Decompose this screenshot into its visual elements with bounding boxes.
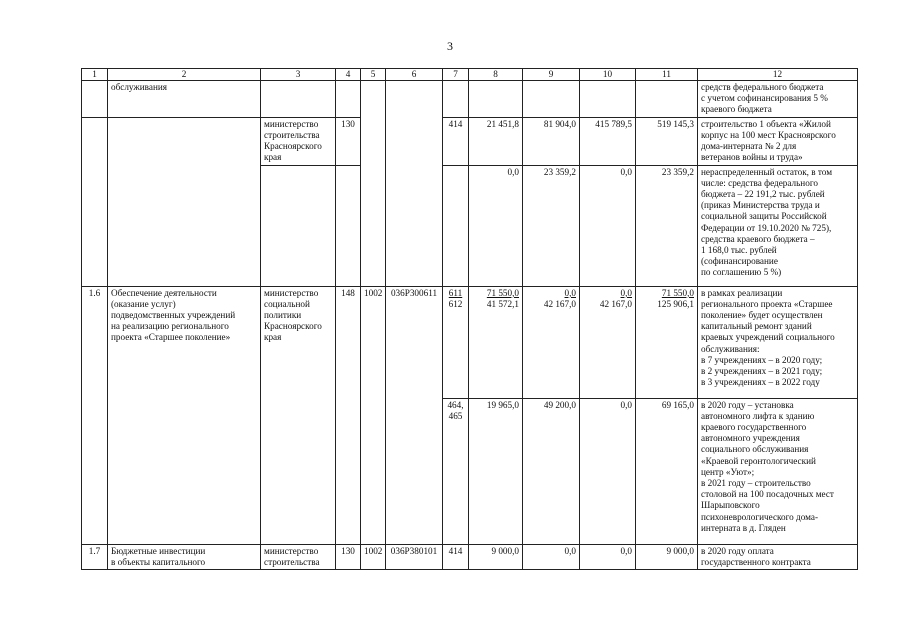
cell-note: строительство 1 объекта «Жилой корпус на 100 мест Красноярского дома-интерната № 2 для ветеранов войны и труда» bbox=[698, 117, 858, 165]
cell-empty bbox=[361, 81, 386, 287]
cell-empty bbox=[580, 81, 636, 118]
table-row bbox=[82, 81, 858, 118]
page-number: 3 bbox=[447, 39, 453, 53]
cell-item-number: 1.7 bbox=[82, 544, 108, 569]
cell-code: 464, 465 bbox=[443, 398, 469, 544]
cell-amount: 23 359,2 bbox=[523, 165, 580, 286]
cell-amount: 19 965,0 bbox=[469, 398, 523, 544]
cell-amount: 415 789,5 bbox=[580, 117, 636, 165]
column-header: 7 bbox=[443, 69, 469, 81]
cell-note: средств федерального бюджета с учетом софинансирования 5 % краевого бюджета bbox=[698, 81, 858, 118]
column-header: 11 bbox=[636, 69, 698, 81]
column-number-row bbox=[82, 69, 858, 81]
cell-code: 414 bbox=[443, 117, 469, 165]
cell-note: в 2020 году оплата государственного контракта bbox=[698, 544, 858, 569]
cell-amount: 21 451,8 bbox=[469, 117, 523, 165]
cell-empty bbox=[261, 81, 336, 118]
cell-code: 1002 bbox=[361, 544, 386, 569]
column-header: 5 bbox=[361, 69, 386, 81]
cell-amount: 0,0 bbox=[469, 165, 523, 286]
cell-empty bbox=[636, 81, 698, 118]
table-row bbox=[82, 544, 858, 569]
cell-code: 414 bbox=[443, 544, 469, 569]
cell-code: 148 bbox=[336, 286, 361, 544]
cell-amount: 81 904,0 bbox=[523, 117, 580, 165]
cell-empty bbox=[336, 81, 361, 118]
cell-amount: 9 000,0 bbox=[636, 544, 698, 569]
table-row bbox=[82, 117, 858, 165]
cell-empty bbox=[443, 165, 469, 286]
column-header: 1 bbox=[82, 69, 108, 81]
cell-code: 130 bbox=[336, 544, 361, 569]
cell-empty bbox=[469, 81, 523, 118]
cell-amount: 0,0 bbox=[580, 544, 636, 569]
cell-note: нераспределенный остаток, в том числе: средства федерального бюджета – 22 191,2 тыс. рублей (приказ Министерства труда и социальной защиты Российской Федерации от 19.10.2020 № 725), средства краевого бюджета – 1 168,0 тыс. рублей (софинансирование по соглашению 5 %) bbox=[698, 165, 858, 286]
cell-ministry: министерство строительства bbox=[261, 544, 336, 569]
cell-empty bbox=[336, 165, 361, 286]
cell-code: 1002 bbox=[361, 286, 386, 544]
column-header: 8 bbox=[469, 69, 523, 81]
cell-amount: 69 165,0 bbox=[636, 398, 698, 544]
cell-empty bbox=[443, 81, 469, 118]
budget-table bbox=[81, 68, 858, 570]
cell-amount: 0,0 42 167,0 bbox=[580, 286, 636, 398]
cell-ministry: министерство строительства Красноярского края bbox=[261, 117, 336, 165]
column-header: 3 bbox=[261, 69, 336, 81]
column-header: 4 bbox=[336, 69, 361, 81]
cell-code: 611 612 bbox=[443, 286, 469, 398]
cell-amount: 9 000,0 bbox=[469, 544, 523, 569]
cell-note: в 2020 году – установка автономного лифта к зданию краевого государственного автономного учреждения социального обслуживания «Краевой геронтологический центр «Уют»; в 2021 году – строительство столовой на 100 посадочных мест Шарыповского психоневрологического дома- интерната в д. Гляден bbox=[698, 398, 858, 544]
cell-amount: 71 550,0 41 572,1 bbox=[469, 286, 523, 398]
column-header: 10 bbox=[580, 69, 636, 81]
cell-amount: 0,0 bbox=[523, 544, 580, 569]
cell-note: в рамках реализации регионального проекта «Старшее поколение» будет осуществлен капитальный ремонт зданий краевых учреждений социального обслуживания: в 7 учреждениях – в 2020 году; в 2 учреждениях – в 2021 году; в 3 учреждениях – в 2022 году bbox=[698, 286, 858, 398]
cell-description: обслуживания bbox=[108, 81, 261, 118]
cell-empty bbox=[108, 117, 261, 286]
column-header: 12 bbox=[698, 69, 858, 81]
cell-amount: 49 200,0 bbox=[523, 398, 580, 544]
table-row bbox=[82, 286, 858, 398]
column-header: 9 bbox=[523, 69, 580, 81]
cell-code: 130 bbox=[336, 117, 361, 165]
cell-description: Бюджетные инвестиции в объекты капитального bbox=[108, 544, 261, 569]
cell-code: 036P300611 bbox=[386, 286, 443, 544]
cell-empty bbox=[261, 165, 336, 286]
cell-ministry: министерство социальной политики Красноярского края bbox=[261, 286, 336, 544]
cell-empty bbox=[523, 81, 580, 118]
cell-empty bbox=[82, 117, 108, 286]
column-header: 6 bbox=[386, 69, 443, 81]
cell-amount: 519 145,3 bbox=[636, 117, 698, 165]
cell-amount: 0,0 bbox=[580, 398, 636, 544]
cell-amount: 0,0 42 167,0 bbox=[523, 286, 580, 398]
column-header: 2 bbox=[108, 69, 261, 81]
cell-amount: 23 359,2 bbox=[636, 165, 698, 286]
cell-empty bbox=[386, 81, 443, 287]
cell-code: 036P380101 bbox=[386, 544, 443, 569]
cell-item-number: 1.6 bbox=[82, 286, 108, 544]
cell-description: Обеспечение деятельности (оказание услуг) подведомственных учреждений на реализацию регионального проекта «Старшее поколение» bbox=[108, 286, 261, 544]
cell-empty bbox=[82, 81, 108, 118]
cell-amount: 71 550,0 125 906,1 bbox=[636, 286, 698, 398]
cell-amount: 0,0 bbox=[580, 165, 636, 286]
